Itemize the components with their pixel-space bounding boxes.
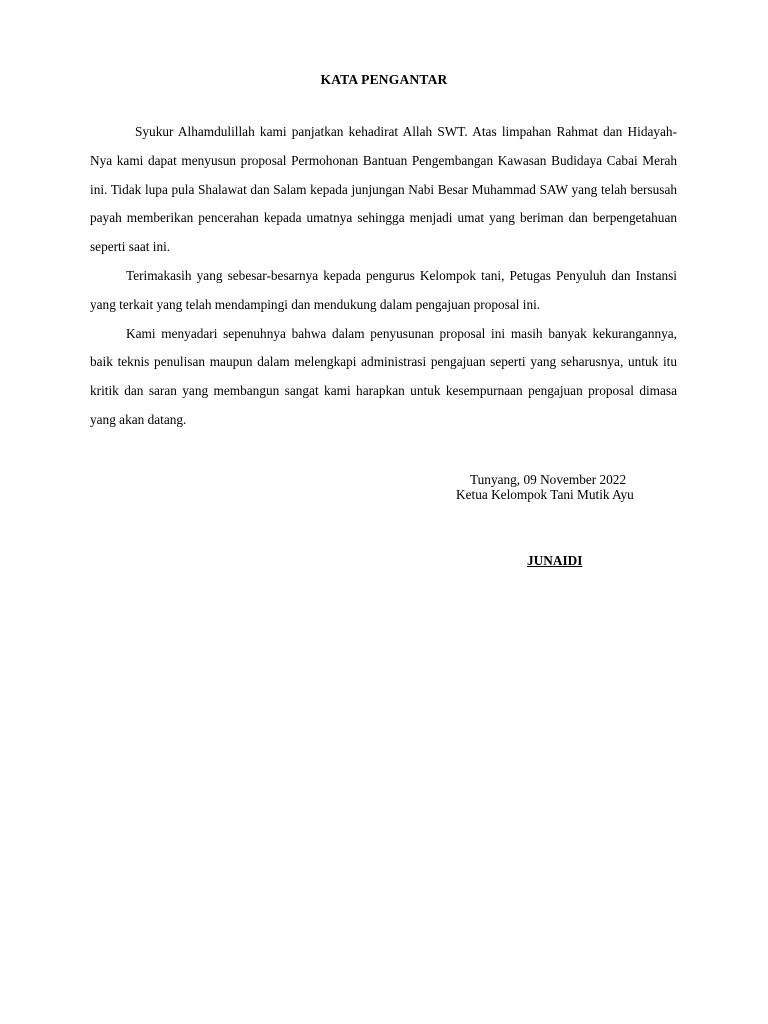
signature-block (456, 472, 676, 502)
page-title: KATA PENGANTAR (320, 72, 448, 87)
paragraph-gratitude: Syukur Alhamdulillah kami panjatkan kehadirat Allah SWT. Atas limpahan Rahmat dan Hidayah-Nya kami dapat menyusun proposal Permohonan Bantuan Pengembangan Kawasan Budidaya Cabai Merah ini. Tidak lupa pula Shalawat dan Salam kepada junjungan Nabi Besar Muhammad SAW yang telah bersusah payah memberikan pencerahan kepada umatnya sehingga menjadi umat yang beriman dan berpengetahuan seperti saat ini. (90, 124, 677, 255)
paragraph-thanks: Terimakasih yang sebesar-besarnya kepada pengurus Kelompok tani, Petugas Penyuluh dan Instansi yang terkait yang telah mendampingi dan mendukung dalam pengajuan proposal ini. (90, 267, 677, 312)
signature-name: JUNAIDI (527, 553, 583, 568)
signature-place-date: Tunyang, 09 November 2022 (470, 472, 627, 487)
signature-position: Ketua Kelompok Tani Mutik Ayu (456, 487, 634, 502)
paragraph-acknowledgement: Kami menyadari sepenuhnya bahwa dalam penyusunan proposal ini masih banyak kekurangannya, baik teknis penulisan maupun dalam melengkapi administrasi pengajuan seperti yang seharusnya, untuk itu kritik dan saran yang membangun sangat kami harapkan untuk kesempurnaan pengajuan proposal dimasa yang akan datang. (90, 325, 677, 427)
body-text (90, 118, 677, 435)
